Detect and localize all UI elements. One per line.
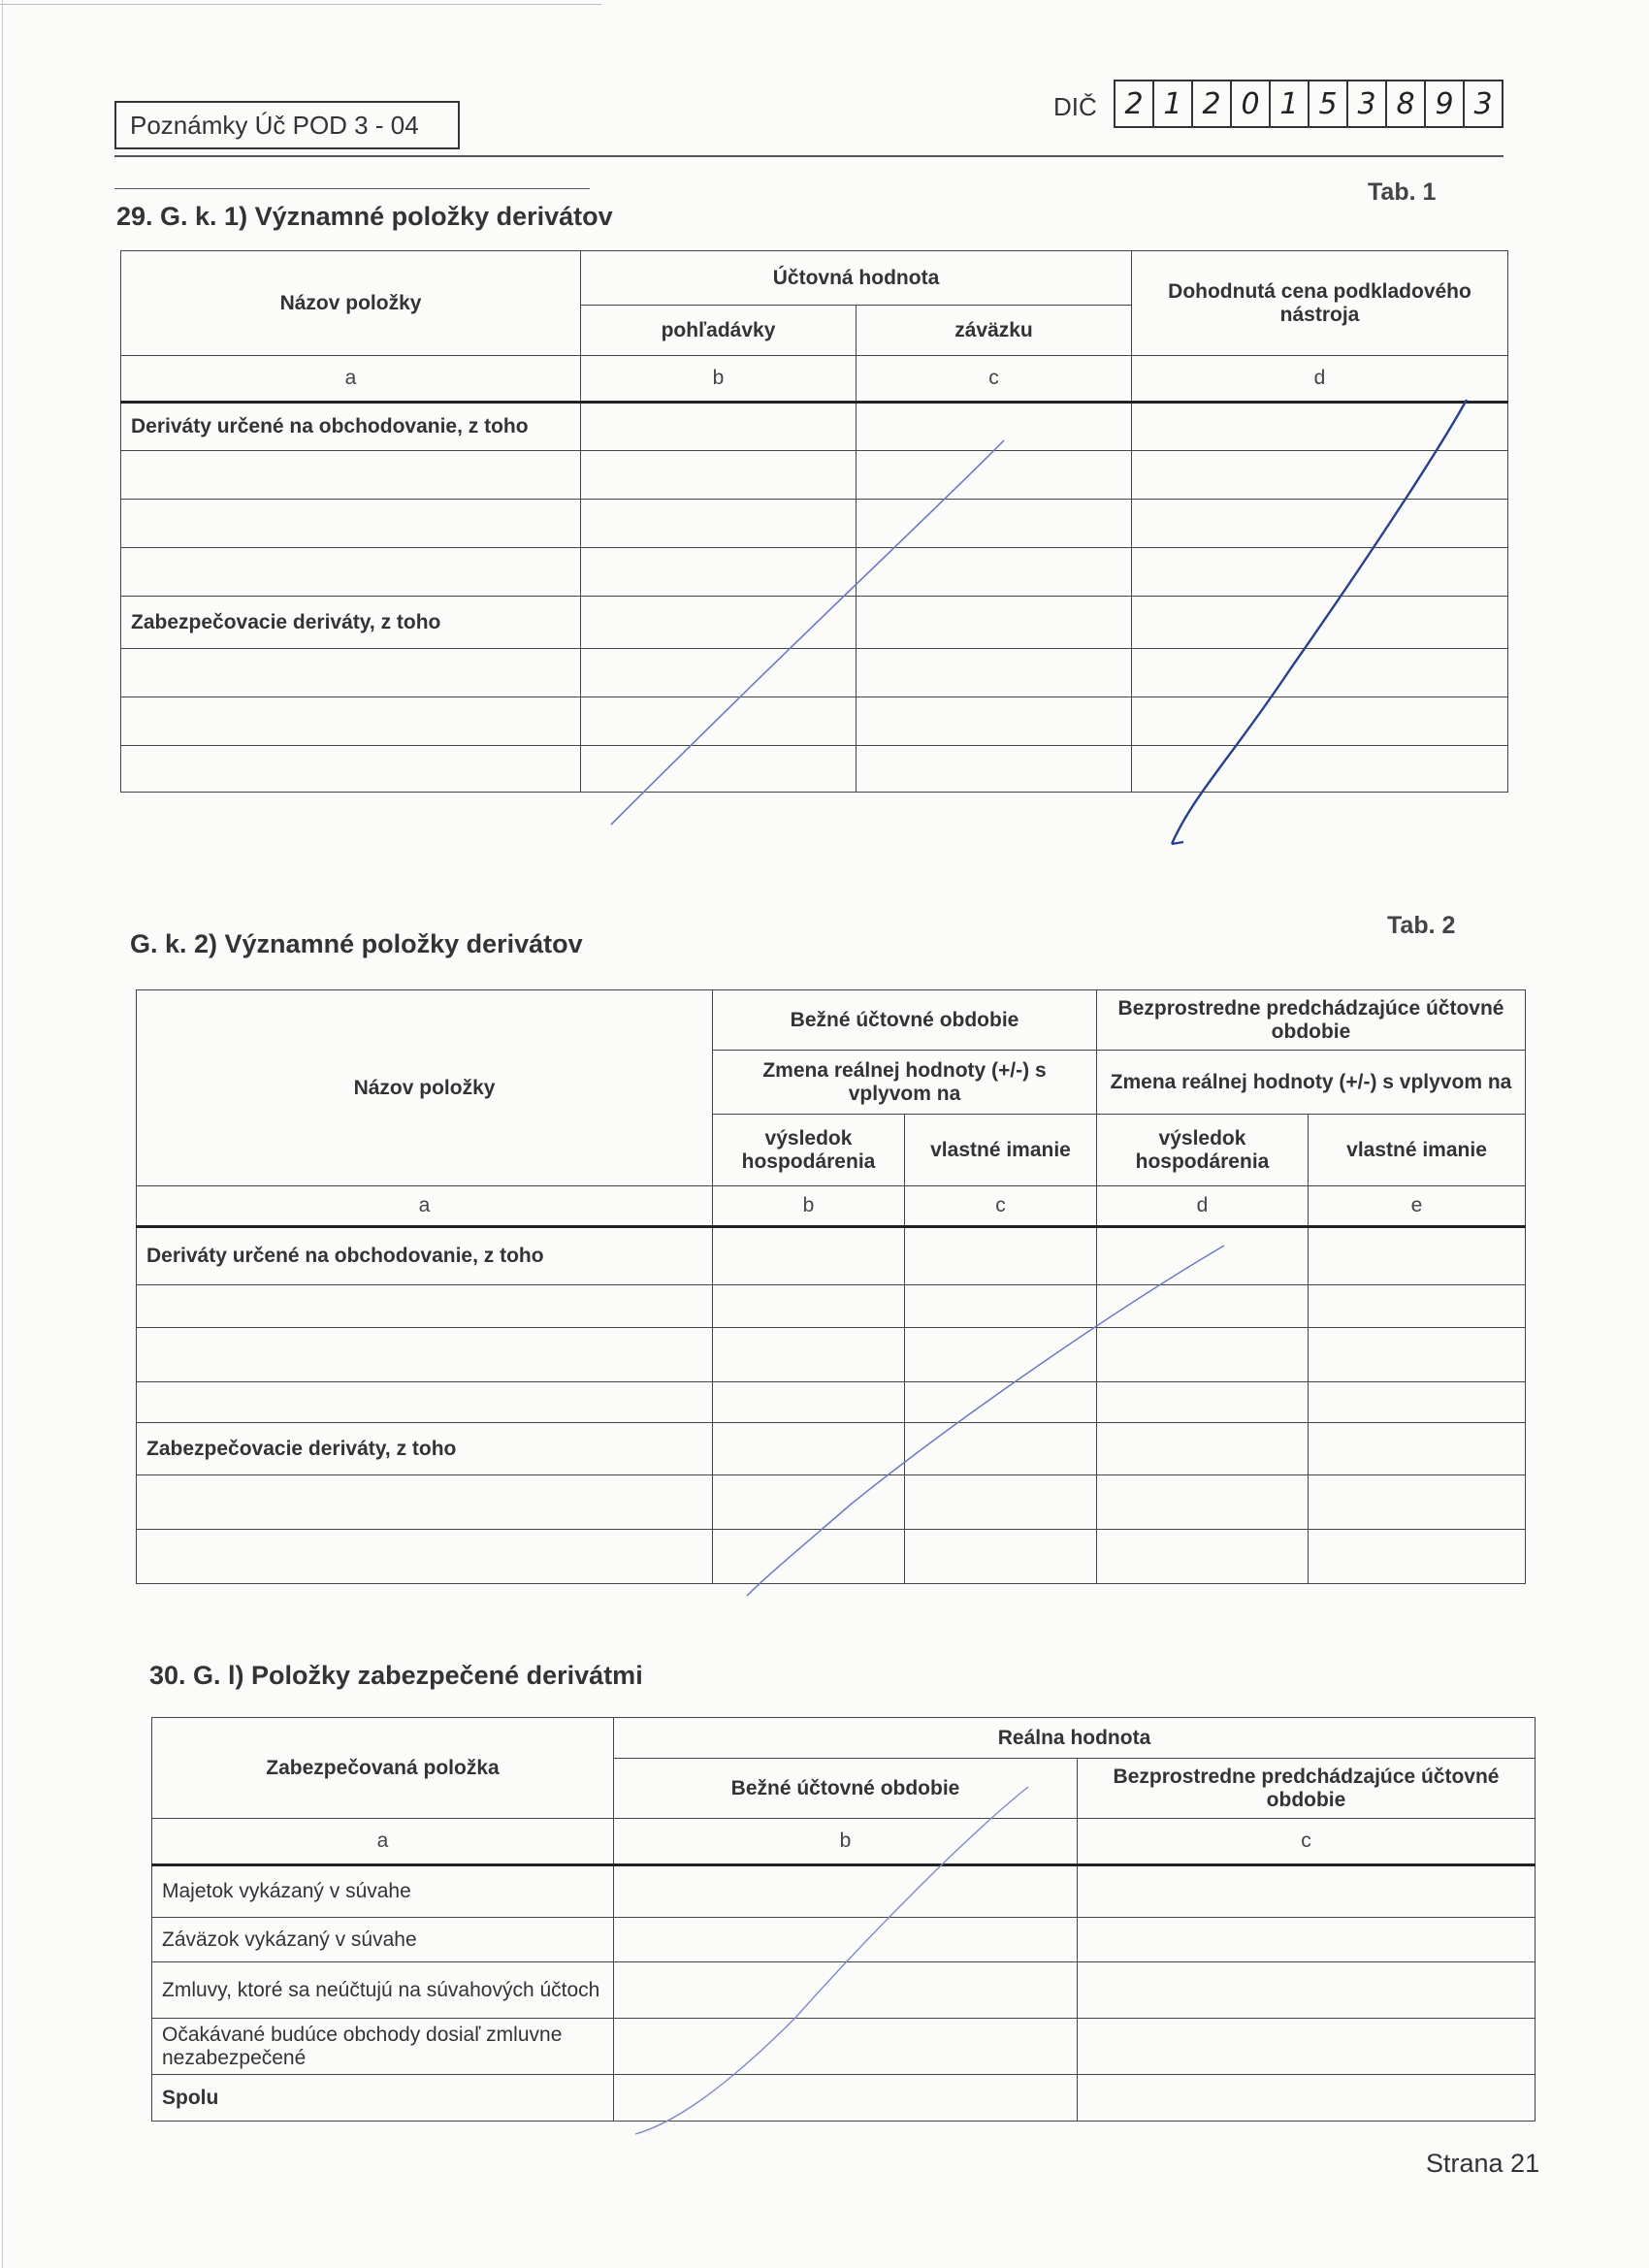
cell-receivables[interactable] xyxy=(581,697,857,746)
cell-current-equity[interactable] xyxy=(905,1382,1097,1423)
cell-previous-profit[interactable] xyxy=(1097,1475,1309,1530)
row-label: Očakávané budúce obchody dosiaľ zmluvne nezabezpečené xyxy=(152,2019,614,2075)
total-label: Spolu xyxy=(152,2075,614,2122)
cell-receivables[interactable] xyxy=(581,548,857,597)
cell-previous-period[interactable] xyxy=(1078,1918,1536,1962)
cell-agreed-price[interactable] xyxy=(1132,597,1508,649)
dic-digit: 1 xyxy=(1271,80,1310,128)
col-letter: b xyxy=(713,1186,905,1227)
row-label xyxy=(121,548,581,597)
cell-current-equity[interactable] xyxy=(905,1423,1097,1475)
cell-liabilities[interactable] xyxy=(857,697,1132,746)
cell-previous-profit[interactable] xyxy=(1097,1530,1309,1584)
dic-digit: 5 xyxy=(1310,80,1348,128)
cell-current-profit[interactable] xyxy=(713,1423,905,1475)
cell-current-equity[interactable] xyxy=(905,1475,1097,1530)
cell-liabilities[interactable] xyxy=(857,746,1132,793)
cell-current-profit[interactable] xyxy=(713,1475,905,1530)
cell-current-equity[interactable] xyxy=(905,1227,1097,1285)
col-header-fair-value-change: Zmena reálnej hodnoty (+/-) s vplyvom na xyxy=(713,1051,1097,1115)
cell-previous-profit[interactable] xyxy=(1097,1423,1309,1475)
cell-current-period[interactable] xyxy=(614,1865,1078,1918)
cell-receivables[interactable] xyxy=(581,403,857,451)
col-letter: c xyxy=(1078,1819,1536,1865)
cell-current-period-total[interactable] xyxy=(614,2075,1078,2122)
row-label xyxy=(137,1382,713,1423)
row-label: Deriváty určené na obchodovanie, z toho xyxy=(121,403,581,451)
col-header-name: Názov položky xyxy=(137,990,713,1186)
section1-title: 29. G. k. 1) Významné položky derivátov xyxy=(116,202,613,231)
col-letter: b xyxy=(614,1819,1078,1865)
cell-liabilities[interactable] xyxy=(857,451,1132,500)
col-header-receivables: pohľadávky xyxy=(581,306,857,356)
cell-current-profit[interactable] xyxy=(713,1530,905,1584)
cell-current-period[interactable] xyxy=(614,1962,1078,2019)
col-header-current-period: Bežné účtovné obdobie xyxy=(713,990,1097,1051)
cell-agreed-price[interactable] xyxy=(1132,451,1508,500)
row-label: Majetok vykázaný v súvahe xyxy=(152,1865,614,1918)
row-label xyxy=(121,746,581,793)
col-letter: c xyxy=(857,356,1132,403)
derivatives-table-1 xyxy=(120,250,1508,793)
section2-title: G. k. 2) Významné položky derivátov xyxy=(130,929,583,958)
cell-previous-profit[interactable] xyxy=(1097,1382,1309,1423)
row-label: Záväzok vykázaný v súvahe xyxy=(152,1918,614,1962)
col-header-fair-value-change: Zmena reálnej hodnoty (+/-) s vplyvom na xyxy=(1097,1051,1526,1115)
dic-digit: 3 xyxy=(1348,80,1387,128)
cell-current-profit[interactable] xyxy=(713,1285,905,1328)
row-label: Deriváty určené na obchodovanie, z toho xyxy=(137,1227,713,1285)
cell-agreed-price[interactable] xyxy=(1132,746,1508,793)
cell-agreed-price[interactable] xyxy=(1132,697,1508,746)
cell-previous-equity[interactable] xyxy=(1309,1328,1526,1382)
cell-previous-equity[interactable] xyxy=(1309,1475,1526,1530)
cell-previous-profit[interactable] xyxy=(1097,1227,1309,1285)
dic-digit: 0 xyxy=(1232,80,1271,128)
cell-liabilities[interactable] xyxy=(857,500,1132,548)
cell-receivables[interactable] xyxy=(581,500,857,548)
cell-previous-period[interactable] xyxy=(1078,2019,1536,2075)
col-letter: a xyxy=(137,1186,713,1227)
scan-left-edge xyxy=(2,0,3,2268)
dic-digit: 2 xyxy=(1193,80,1232,128)
dic-digit: 2 xyxy=(1116,80,1154,128)
cell-current-period[interactable] xyxy=(614,2019,1078,2075)
cell-previous-period[interactable] xyxy=(1078,1865,1536,1918)
cell-current-profit[interactable] xyxy=(713,1382,905,1423)
col-header-previous-period: Bezprostredne predchádzajúce účtovné obdobie xyxy=(1097,990,1526,1051)
cell-liabilities[interactable] xyxy=(857,403,1132,451)
row-label xyxy=(137,1475,713,1530)
cell-current-period[interactable] xyxy=(614,1918,1078,1962)
row-label xyxy=(137,1530,713,1584)
col-header-current-period: Bežné účtovné obdobie xyxy=(614,1759,1078,1819)
section1-tab-label: Tab. 1 xyxy=(1368,178,1437,206)
col-header-profit-loss: výsledok hospodárenia xyxy=(713,1115,905,1186)
cell-previous-period[interactable] xyxy=(1078,1962,1536,2019)
cell-receivables[interactable] xyxy=(581,597,857,649)
col-letter: e xyxy=(1309,1186,1526,1227)
col-header-liabilities: záväzku xyxy=(857,306,1132,356)
cell-liabilities[interactable] xyxy=(857,649,1132,697)
header-rule xyxy=(114,155,1504,157)
cell-receivables[interactable] xyxy=(581,451,857,500)
dic-digit: 3 xyxy=(1465,80,1504,128)
cell-receivables[interactable] xyxy=(581,649,857,697)
derivatives-table-2 xyxy=(136,989,1526,1584)
row-label xyxy=(121,697,581,746)
col-header-profit-loss: výsledok hospodárenia xyxy=(1097,1115,1309,1186)
cell-agreed-price[interactable] xyxy=(1132,548,1508,597)
cell-current-equity[interactable] xyxy=(905,1285,1097,1328)
cell-current-equity[interactable] xyxy=(905,1328,1097,1382)
row-label xyxy=(121,500,581,548)
cell-previous-equity[interactable] xyxy=(1309,1227,1526,1285)
row-label: Zmluvy, ktoré sa neúčtujú na súvahových účtoch xyxy=(152,1962,614,2019)
cell-liabilities[interactable] xyxy=(857,548,1132,597)
col-header-name: Názov položky xyxy=(121,251,581,356)
section2-tab-label: Tab. 2 xyxy=(1387,912,1456,939)
row-label: Zabezpečovacie deriváty, z toho xyxy=(137,1423,713,1475)
cell-liabilities[interactable] xyxy=(857,597,1132,649)
cell-agreed-price[interactable] xyxy=(1132,403,1508,451)
cell-current-equity[interactable] xyxy=(905,1530,1097,1584)
col-letter: a xyxy=(121,356,581,403)
form-name-box: Poznámky Úč POD 3 - 04 xyxy=(114,101,460,149)
row-label: Zabezpečovacie deriváty, z toho xyxy=(121,597,581,649)
col-letter: d xyxy=(1097,1186,1309,1227)
section3-title: 30. G. l) Položky zabezpečené derivátmi xyxy=(149,1661,643,1690)
cell-previous-equity[interactable] xyxy=(1309,1382,1526,1423)
cell-agreed-price[interactable] xyxy=(1132,500,1508,548)
page-number: Strana 21 xyxy=(1426,2149,1540,2178)
cell-previous-period-total[interactable] xyxy=(1078,2075,1536,2122)
row-label xyxy=(121,649,581,697)
dic-digit: 1 xyxy=(1154,80,1193,128)
header-rule-short xyxy=(114,188,590,189)
col-header-agreed-price: Dohodnutá cena podkladového nástroja xyxy=(1132,251,1508,356)
row-label xyxy=(137,1328,713,1382)
col-header-previous-period: Bezprostredne predchádzajúce účtovné obdobie xyxy=(1078,1759,1536,1819)
col-header-equity: vlastné imanie xyxy=(905,1115,1097,1186)
dic-digit: 9 xyxy=(1426,80,1465,128)
col-header-equity: vlastné imanie xyxy=(1309,1115,1526,1186)
cell-previous-equity[interactable] xyxy=(1309,1285,1526,1328)
col-header-book-value: Účtovná hodnota xyxy=(581,251,1132,306)
cell-previous-equity[interactable] xyxy=(1309,1423,1526,1475)
row-label xyxy=(121,451,581,500)
cell-agreed-price[interactable] xyxy=(1132,649,1508,697)
col-header-fair-value: Reálna hodnota xyxy=(614,1718,1536,1759)
dic-digit-boxes xyxy=(1114,80,1504,128)
cell-previous-profit[interactable] xyxy=(1097,1285,1309,1328)
cell-previous-equity[interactable] xyxy=(1309,1530,1526,1584)
col-header-hedged-item: Zabezpečovaná položka xyxy=(152,1718,614,1819)
col-letter: a xyxy=(152,1819,614,1865)
cell-receivables[interactable] xyxy=(581,746,857,793)
row-label xyxy=(137,1285,713,1328)
col-letter: b xyxy=(581,356,857,403)
hedged-items-table xyxy=(151,1717,1536,2122)
dic-label: DIČ xyxy=(1053,92,1097,121)
col-letter: c xyxy=(905,1186,1097,1227)
dic-digit: 8 xyxy=(1387,80,1426,128)
cell-previous-profit[interactable] xyxy=(1097,1328,1309,1382)
cell-current-profit[interactable] xyxy=(713,1328,905,1382)
col-letter: d xyxy=(1132,356,1508,403)
scan-top-edge xyxy=(0,4,601,5)
cell-current-profit[interactable] xyxy=(713,1227,905,1285)
